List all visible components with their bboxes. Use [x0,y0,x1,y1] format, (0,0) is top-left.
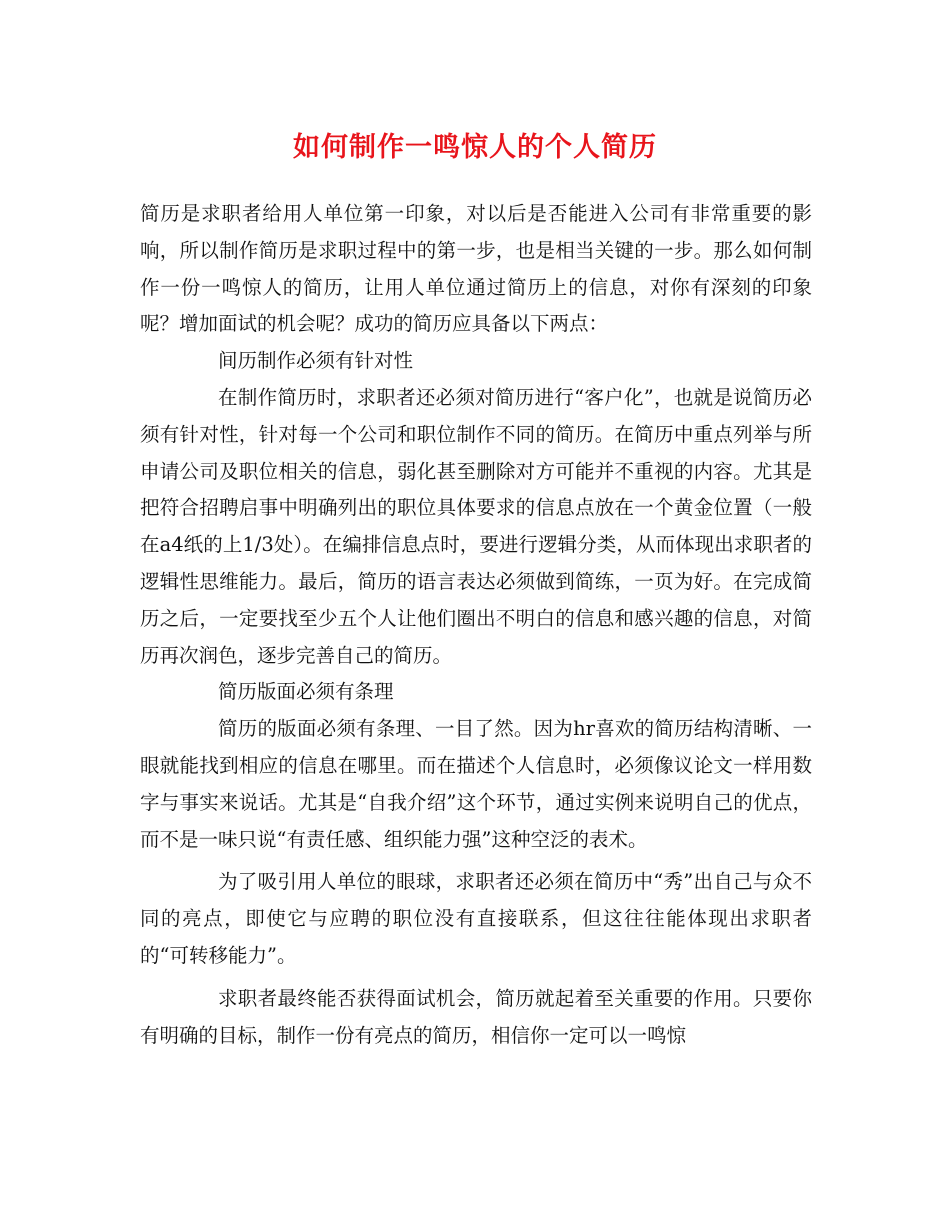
paragraph-targeted: 在制作简历时，求职者还必须对简历进行“客户化”，也就是说简历必须有针对性，针对每一个公司和职位制作不同的简历。在简历中重点列举与所申请公司及职位相关的信息，弱化甚至删除对方可能并不重视的内容。尤其是把符合招聘启事中明确列出的职位具体要求的信息点放在一个黄金位置（一般在a4纸的上1/3处）。在编排信息点时，要进行逻辑分类，从而体现出求职者的逻辑性思维能力。最后，简历的语言表达必须做到简练，一页为好。在完成简历之后，一定要找至少五个人让他们圈出不明白的信息和感兴趣的信息，对简历再次润色，逐步完善自己的简历。 [140,385,812,667]
paragraph-intro: 简历是求职者给用人单位第一印象，对以后是否能进入公司有非常重要的影响，所以制作简历是求职过程中的第一步，也是相当关键的一步。那么如何制作一份一鸣惊人的简历，让用人单位通过简历上的信息，对你有深刻的印象呢？增加面试的机会呢？成功的简历应具备以下两点： [140,202,812,336]
document-title: 如何制作一鸣惊人的个人简历 [293,132,657,163]
paragraph-highlights: 为了吸引用人单位的眼球，求职者还必须在简历中“秀”出自己与众不同的亮点，即使它与应聘的职位没有直接联系，但这往往能体现出求职者的“可转移能力”。 [140,870,812,967]
paragraph-conclusion: 求职者最终能否获得面试机会，简历就起着至关重要的作用。只要你有明确的目标，制作一份有亮点的简历，相信你一定可以一鸣惊 [140,986,812,1047]
paragraph-layout: 简历的版面必须有条理、一目了然。因为hr喜欢的简历结构清晰、一眼就能找到相应的信息在哪里。而在描述个人信息时，必须像议论文一样用数字与事实来说话。尤其是“自我介绍”这个环节，通过实例来说明自己的优点，而不是一味只说“有责任感、组织能力强”这种空泛的表术。 [140,717,812,851]
section-heading-targeted: 间历制作必须有针对性 [218,349,414,373]
document-body [140,196,812,1054]
section-heading-layout: 简历版面必须有条理 [218,680,394,704]
